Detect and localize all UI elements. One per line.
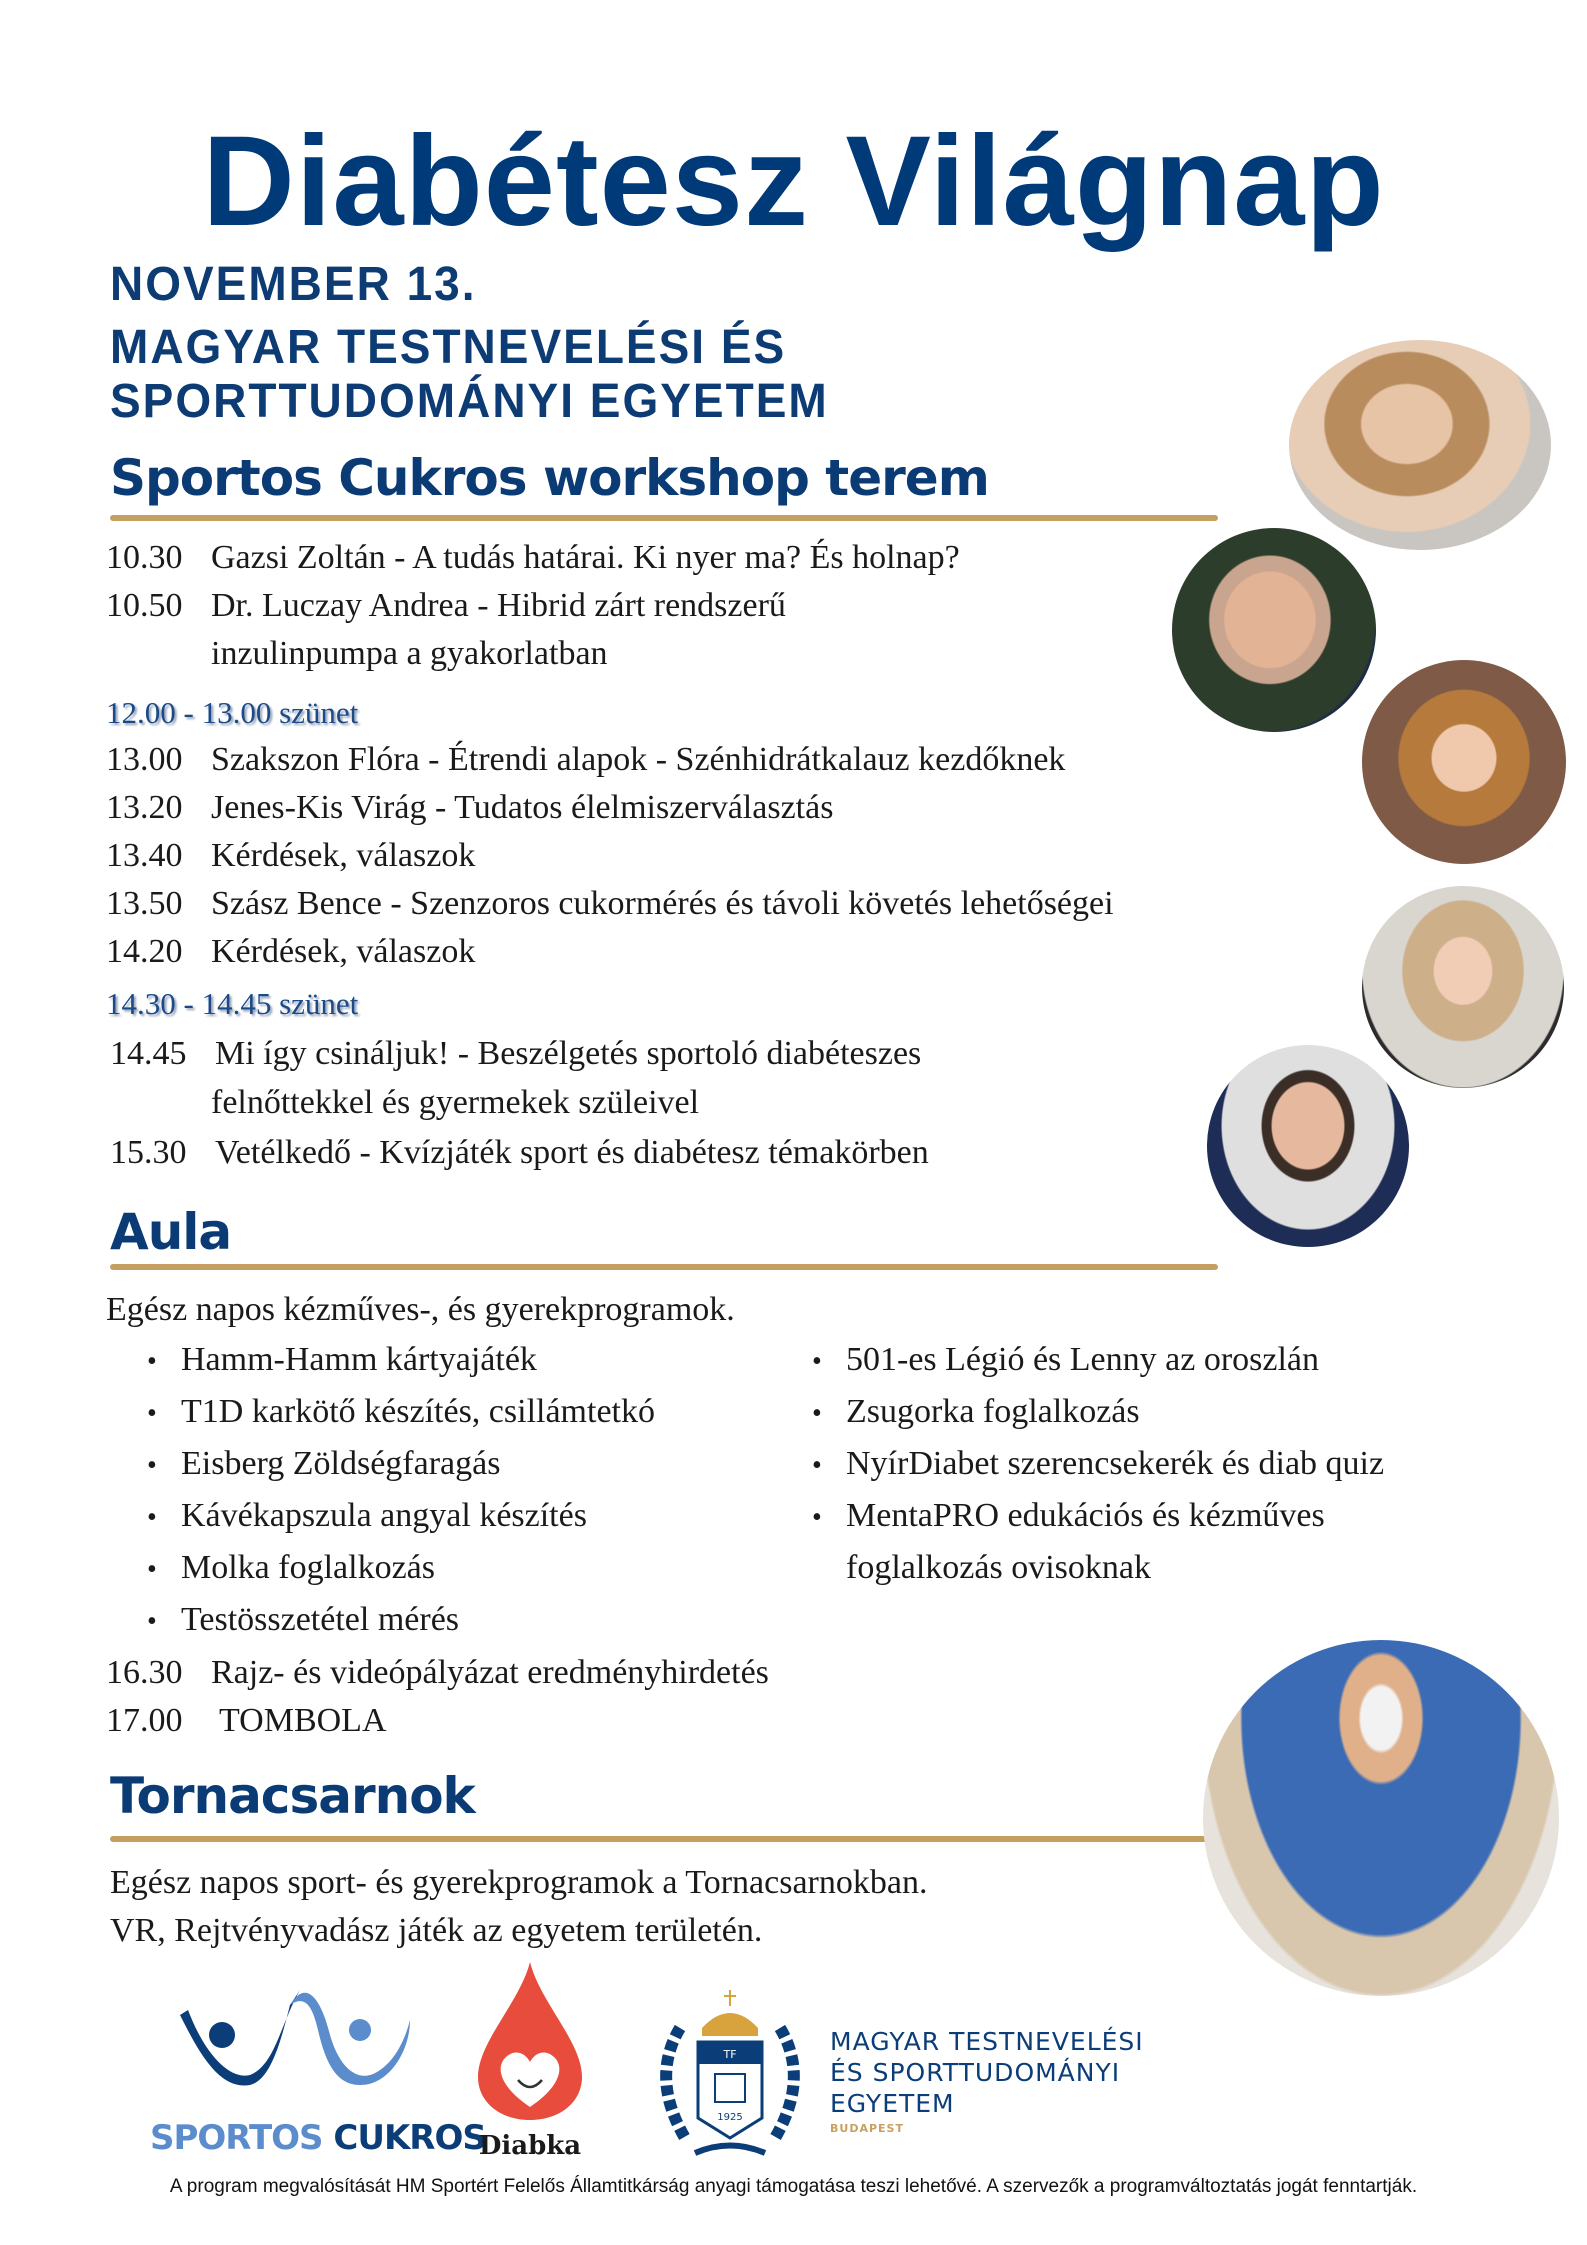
schedule-item — [106, 743, 1065, 777]
schedule-text: Szász Bence - Szenzoros cukormérés és távoli követés lehetőségei — [211, 885, 1114, 922]
schedule-item — [106, 791, 833, 825]
list-item: • Kávékapszula angyal készítés — [147, 1497, 587, 1534]
break-label: 12.00 - 13.00 szünet — [106, 695, 359, 730]
blood-drop-heart-icon — [470, 1962, 590, 2122]
diabka-logo — [470, 1962, 590, 2162]
aula-list-left — [147, 1343, 655, 1655]
section-heading-aula: Aula — [110, 1203, 232, 1261]
list-item-continuation: foglalkozás ovisoknak — [846, 1549, 1151, 1586]
section-heading-tornacsarnok: Tornacsarnok — [110, 1767, 475, 1825]
schedule-item — [106, 935, 475, 969]
crest-badge-text: TF — [723, 2048, 737, 2061]
schedule-time: 15.30 — [110, 1134, 187, 1171]
schedule-text: Kérdések, válaszok — [211, 837, 476, 874]
list-item: • MentaPRO edukációs és kézműves — [812, 1497, 1325, 1534]
schedule-item — [110, 1037, 921, 1071]
section-divider — [110, 1836, 1220, 1842]
bullet-icon: • — [812, 1398, 822, 1429]
list-item: • Hamm-Hamm kártyajáték — [147, 1341, 537, 1378]
break-label: 14.30 - 14.45 szünet — [106, 986, 359, 1021]
list-item: • Testösszetétel mérés — [147, 1601, 460, 1638]
schedule-time: 13.40 — [106, 837, 183, 874]
speaker-photo — [1362, 886, 1564, 1088]
venue-line-2: SPORTTUDOMÁNYI EGYETEM — [110, 372, 829, 428]
speaker-photo — [1289, 340, 1551, 550]
bullet-icon: • — [147, 1450, 157, 1481]
uni-name-line-2: ÉS SPORTTUDOMÁNYI — [830, 2058, 1121, 2087]
bullet-icon: • — [812, 1346, 822, 1377]
schedule-item — [106, 541, 960, 575]
schedule-time: 14.45 — [110, 1035, 187, 1072]
schedule-text: Mi így csináljuk! - Beszélgetés sportoló diabéteszes — [215, 1035, 922, 1072]
schedule-text: Kérdések, válaszok — [211, 933, 476, 970]
event-date: NOVEMBER 13. — [110, 255, 477, 311]
schedule-time: 13.50 — [106, 885, 183, 922]
schedule-text: Dr. Luczay Andrea - Hibrid zárt rendszerű — [211, 587, 786, 624]
schedule-time: 13.00 — [106, 741, 183, 778]
list-item: • T1D karkötő készítés, csillámtetkó — [147, 1393, 655, 1430]
logo-text-cukros: CUKROS — [322, 2118, 486, 2158]
schedule-item — [106, 839, 475, 873]
list-item: • 501-es Légió és Lenny az oroszlán — [812, 1341, 1319, 1378]
page-title: Diabétesz Világnap — [202, 110, 1385, 253]
university-crest-icon — [640, 1988, 820, 2168]
schedule-text: Gazsi Zoltán - A tudás határai. Ki nyer ma? És holnap? — [211, 539, 960, 576]
schedule-text: Szakszon Flóra - Étrendi alapok - Szénhidrátkalauz kezdőknek — [211, 741, 1066, 778]
vr-activity-photo — [1203, 1640, 1559, 1996]
uni-name-line-1: MAGYAR TESTNEVELÉSI — [830, 2027, 1144, 2056]
logo-text-sportos: SPORTOS — [150, 2118, 323, 2158]
sportos-cukros-icon — [160, 1985, 450, 2095]
schedule-item — [106, 589, 786, 623]
schedule-item — [106, 1704, 387, 1738]
list-item: • NyírDiabet szerencsekerék és diab quiz — [812, 1445, 1385, 1482]
schedule-text: Rajz- és videópályázat eredményhirdetés — [211, 1654, 769, 1691]
list-item: • Zsugorka foglalkozás — [812, 1393, 1140, 1430]
bullet-icon: • — [147, 1346, 157, 1377]
schedule-text: TOMBOLA — [219, 1702, 387, 1739]
tornacsarnok-line-1: Egész napos sport- és gyerekprogramok a Tornacsarnokban. — [110, 1864, 928, 1901]
schedule-item-continuation: felnőttekkel és gyermekek szüleivel — [211, 1084, 700, 1121]
schedule-time: 10.30 — [106, 539, 183, 576]
speaker-photo — [1207, 1045, 1409, 1247]
schedule-item — [110, 1136, 929, 1170]
list-item: • Molka foglalkozás — [147, 1549, 435, 1586]
section-divider — [110, 1264, 1218, 1270]
sportos-cukros-logo — [150, 1985, 486, 2158]
aula-list-right — [812, 1343, 1384, 1603]
section-heading-workshop: Sportos Cukros workshop terem — [110, 449, 989, 507]
bullet-icon: • — [147, 1554, 157, 1585]
section-divider — [110, 515, 1218, 521]
schedule-text: Jenes-Kis Virág - Tudatos élelmiszerválasztás — [211, 789, 834, 826]
schedule-item — [106, 887, 1114, 921]
speaker-photo — [1362, 660, 1566, 864]
schedule-time: 16.30 — [106, 1654, 183, 1691]
schedule-item — [106, 1656, 769, 1690]
university-logo — [640, 1988, 1180, 2178]
schedule-time: 17.00 — [106, 1702, 183, 1739]
uni-name-line-3: EGYETEM — [830, 2089, 955, 2118]
aula-intro: Egész napos kézműves-, és gyerekprogramok. — [106, 1291, 735, 1328]
crest-year-text: 1925 — [717, 2112, 743, 2123]
uni-city: BUDAPEST — [830, 2122, 904, 2135]
footer-disclaimer: A program megvalósítását HM Sportért Felelős Államtitkárság anyagi támogatása teszi lehetővé. A szervezők a programváltoztatás jogát fenntartják. — [169, 2176, 1418, 2197]
list-item: • Eisberg Zöldségfaragás — [147, 1445, 501, 1482]
schedule-time: 10.50 — [106, 587, 183, 624]
bullet-icon: • — [147, 1502, 157, 1533]
schedule-item-continuation: inzulinpumpa a gyakorlatban — [211, 635, 608, 672]
schedule-text: Vetélkedő - Kvízjáték sport és diabétesz témakörben — [215, 1134, 929, 1171]
venue-line-1: MAGYAR TESTNEVELÉSI ÉS — [110, 318, 787, 374]
bullet-icon: • — [812, 1450, 822, 1481]
schedule-time: 13.20 — [106, 789, 183, 826]
bullet-icon: • — [812, 1502, 822, 1533]
tornacsarnok-line-2: VR, Rejtvényvadász játék az egyetem területén. — [110, 1912, 763, 1949]
logo-text-diabka: Diabka — [478, 2131, 582, 2161]
schedule-time: 14.20 — [106, 933, 183, 970]
bullet-icon: • — [147, 1398, 157, 1429]
speaker-photo — [1172, 528, 1376, 732]
bullet-icon: • — [147, 1606, 157, 1637]
